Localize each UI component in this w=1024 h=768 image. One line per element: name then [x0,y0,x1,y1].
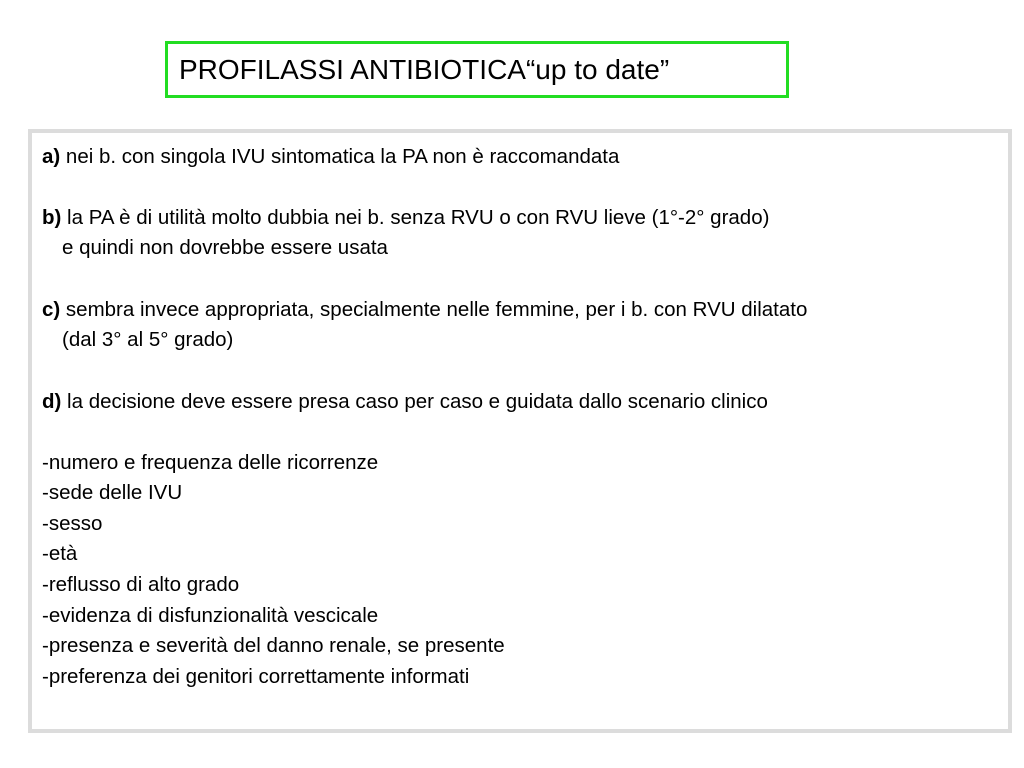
criteria-item: -preferenza dei genitori correttamente informati [42,665,470,688]
criteria-item: -sesso [42,512,103,535]
point-b-text: la PA è di utilità molto dubbia nei b. senza RVU o con RVU lieve (1°-2° grado) [61,206,770,229]
point-b-continuation: e quindi non dovrebbe essere usata [62,236,388,259]
point-d-text: la decisione deve essere presa caso per caso e guidata dallo scenario clinico [61,390,768,413]
point-c [42,298,807,322]
title-box [165,41,789,98]
criteria-item: -numero e frequenza delle ricorrenze [42,451,379,474]
criteria-item: -presenza e severità del danno renale, se presente [42,634,505,657]
point-d [42,390,768,414]
point-c-continuation: (dal 3° al 5° grado) [62,328,234,351]
point-c-label: c) [42,298,61,321]
point-b-label: b) [42,206,62,229]
criteria-item: -sede delle IVU [42,481,183,504]
criteria-item: -evidenza di disfunzionalità vescicale [42,604,379,627]
point-c-text: sembra invece appropriata, specialmente nelle femmine, per i b. con RVU dilatato [60,298,808,321]
content-box [28,129,1012,733]
criteria-item: -età [42,542,78,565]
criteria-item: -reflusso di alto grado [42,573,240,596]
point-d-label: d) [42,390,62,413]
slide-title: PROFILASSI ANTIBIOTICA“up to date” [179,53,670,85]
point-a-label: a) [42,145,61,168]
point-a-text: nei b. con singola IVU sintomatica la PA non è raccomandata [60,145,620,168]
point-b [42,206,769,230]
point-a [42,145,619,169]
